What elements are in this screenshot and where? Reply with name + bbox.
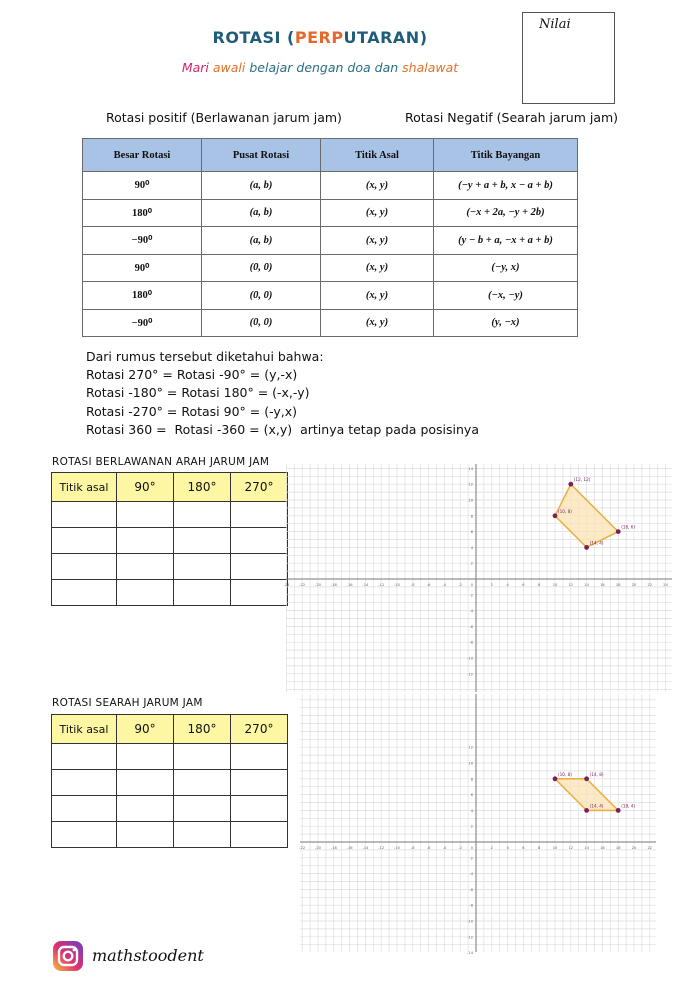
answer-header-cell: 180° (174, 715, 231, 744)
plotted-point (616, 808, 621, 813)
table-row (83, 254, 578, 282)
answer-header-cell: Titik asal (52, 473, 117, 502)
answer-header-cell: 90° (117, 473, 174, 502)
plotted-point (584, 808, 589, 813)
answer-cell[interactable] (52, 554, 117, 580)
notes-block (86, 348, 479, 439)
y-tick-label: 4 (470, 545, 473, 550)
instagram-handle: mathstoodent (92, 946, 204, 965)
y-tick-label: 12 (468, 482, 473, 487)
x-tick-label: 12 (568, 846, 574, 850)
notes-line: Rotasi 270° = Rotasi -90° = (y,-x) (86, 367, 298, 383)
y-tick-label: 2 (470, 824, 473, 829)
header-cell: Pusat Rotasi (202, 139, 321, 172)
x-tick-label: 18 (615, 846, 621, 850)
x-tick-label: -4 (442, 846, 447, 850)
x-tick-label: 16 (600, 846, 605, 850)
point-label: (10, 8) (558, 508, 572, 514)
x-tick-label: -4 (442, 583, 447, 587)
x-tick-label: -10 (394, 846, 400, 850)
x-tick-label: 20 (631, 846, 637, 850)
x-tick-label: 10 (552, 583, 558, 587)
plotted-point (584, 545, 589, 550)
score-label: Nilai (539, 17, 571, 32)
answer-cell[interactable] (117, 502, 174, 528)
x-tick-label: 6 (522, 846, 525, 850)
answer-cell[interactable] (117, 744, 174, 770)
point-label: (12, 12) (573, 477, 591, 483)
subtitle-word-1: Mari (181, 60, 209, 75)
table-cell: (a, b) (202, 172, 321, 200)
x-tick-label: -22 (299, 583, 306, 587)
x-tick-label: 14 (584, 583, 589, 587)
answer-cell[interactable] (174, 822, 231, 848)
x-tick-label: 10 (552, 846, 558, 850)
subtitle-word-3: belajar dengan doa dan (249, 60, 399, 75)
table-cell: (−y + a + b, x − a + b) (434, 172, 578, 200)
answer-cell[interactable] (52, 796, 117, 822)
answer-row[interactable] (52, 502, 288, 528)
answer-cell[interactable] (231, 554, 288, 580)
answer-cell[interactable] (174, 796, 231, 822)
answer-cell[interactable] (174, 528, 231, 554)
table-cell: (x, y) (321, 172, 434, 200)
answer-cell[interactable] (52, 744, 117, 770)
rotation-rules-table (82, 138, 578, 337)
table-cell: (a, b) (202, 199, 321, 227)
x-tick-label: -20 (315, 846, 321, 850)
table-cell: −90⁰ (83, 309, 202, 337)
table-cell: (0, 0) (202, 254, 321, 282)
x-tick-label: -14 (362, 846, 369, 850)
header-cell: Titik Bayangan (434, 139, 578, 172)
answer-cell[interactable] (174, 502, 231, 528)
point-label: (18, 4) (621, 803, 636, 809)
table-cell: 180⁰ (83, 282, 202, 310)
table-cell: (−y, x) (434, 254, 578, 282)
header-cell: Besar Rotasi (83, 139, 202, 172)
answer-header-row (52, 715, 288, 744)
point-label: (10, 8) (558, 771, 572, 777)
table-row (83, 282, 578, 310)
answer-header-cell: 90° (117, 715, 174, 744)
x-tick-label: 6 (522, 583, 525, 587)
y-tick-label: 12 (468, 745, 473, 750)
table-cell: (y − b + a, −x + a + b) (434, 227, 578, 255)
footer (52, 940, 204, 976)
x-tick-label: -20 (315, 583, 321, 587)
y-tick-label: -2 (469, 593, 473, 598)
answer-cell[interactable] (52, 528, 117, 554)
table-cell: (x, y) (321, 254, 434, 282)
origin-label: 0 (470, 583, 473, 587)
x-tick-label: -12 (378, 583, 385, 587)
x-tick-label: -18 (330, 846, 337, 850)
y-tick-label: 6 (470, 793, 473, 798)
table-row (83, 172, 578, 200)
answer-cell[interactable] (174, 770, 231, 796)
y-tick-label: -8 (469, 903, 473, 908)
plotted-point (568, 482, 573, 487)
y-tick-label: 14 (468, 466, 473, 471)
table-row (83, 309, 578, 337)
header-cell: Titik Asal (321, 139, 434, 172)
x-tick-label: 16 (600, 583, 605, 587)
answer-cell[interactable] (117, 580, 174, 606)
x-tick-label: -8 (411, 846, 415, 850)
table-header-row (83, 139, 578, 172)
answer-header-cell: 270° (231, 715, 288, 744)
answer-row[interactable] (52, 580, 288, 606)
answer-header-cell: Titik asal (52, 715, 117, 744)
y-tick-label: -2 (469, 856, 473, 861)
x-tick-label: 2 (490, 846, 493, 850)
answer-cell[interactable] (52, 502, 117, 528)
x-tick-label: 8 (538, 846, 541, 850)
y-tick-label: -12 (467, 672, 473, 677)
x-tick-label: -2 (458, 583, 462, 587)
table-cell: (−x, −y) (434, 282, 578, 310)
section2-answer-table[interactable] (51, 714, 288, 848)
answer-cell[interactable] (231, 770, 288, 796)
subtitle-word-4: shalawat (402, 60, 459, 75)
y-tick-label: -4 (469, 609, 473, 614)
y-tick-label: -6 (469, 624, 473, 629)
section2-title: ROTASI SEARAH JARUM JAM (52, 697, 203, 709)
x-tick-label: -12 (378, 846, 385, 850)
table-row (83, 199, 578, 227)
x-tick-label: -2 (458, 846, 462, 850)
answer-cell[interactable] (117, 554, 174, 580)
subtitle-word-2: awali (212, 60, 246, 75)
y-tick-label: 10 (468, 761, 473, 766)
y-tick-label: -10 (467, 656, 473, 661)
x-tick-label: -14 (362, 583, 369, 587)
answer-row[interactable] (52, 528, 288, 554)
answer-row[interactable] (52, 770, 288, 796)
x-tick-label: 8 (538, 583, 541, 587)
y-tick-label: -12 (467, 935, 473, 940)
table-cell: (x, y) (321, 282, 434, 310)
instagram-icon (52, 940, 84, 972)
x-tick-label: -16 (346, 583, 353, 587)
table-cell: (x, y) (321, 227, 434, 255)
section1-answer-table[interactable] (51, 472, 288, 606)
x-tick-label: -22 (299, 846, 306, 850)
table-row (83, 227, 578, 255)
point-label: (18, 6) (621, 524, 636, 530)
answer-cell[interactable] (52, 770, 117, 796)
table-cell: (0, 0) (202, 282, 321, 310)
x-tick-label: -24 (283, 583, 290, 587)
y-tick-label: -6 (469, 887, 473, 892)
y-tick-label: 6 (470, 530, 473, 535)
answer-cell[interactable] (174, 580, 231, 606)
answer-row[interactable] (52, 744, 288, 770)
table-cell: (−x + 2a, −y + 2b) (434, 199, 578, 227)
x-tick-label: 14 (584, 846, 589, 850)
answer-row[interactable] (52, 796, 288, 822)
x-tick-label: 2 (490, 583, 493, 587)
table-cell: −90⁰ (83, 227, 202, 255)
x-tick-label: 18 (615, 583, 621, 587)
section1-title: ROTASI BERLAWANAN ARAH JARUM JAM (52, 456, 270, 468)
answer-cell[interactable] (231, 796, 288, 822)
y-tick-label: 2 (470, 561, 473, 566)
answer-row[interactable] (52, 822, 288, 848)
answer-cell[interactable] (174, 554, 231, 580)
answer-cell[interactable] (231, 744, 288, 770)
answer-header-cell: 180° (174, 473, 231, 502)
answer-cell[interactable] (52, 822, 117, 848)
x-tick-label: -6 (426, 583, 431, 587)
y-tick-label: 10 (468, 498, 473, 503)
answer-header-cell: 270° (231, 473, 288, 502)
answer-cell[interactable] (231, 528, 288, 554)
answer-cell[interactable] (231, 822, 288, 848)
x-tick-label: 4 (506, 846, 509, 850)
y-tick-label: 8 (470, 514, 473, 519)
x-tick-label: -6 (426, 846, 431, 850)
notes-line: Rotasi 360 = Rotasi -360 = (x,y) artinya tetap pada posisinya (86, 421, 479, 437)
x-tick-label: 20 (631, 583, 637, 587)
answer-cell[interactable] (117, 796, 174, 822)
table-cell: (0, 0) (202, 309, 321, 337)
plotted-point (553, 513, 558, 518)
answer-cell[interactable] (117, 528, 174, 554)
title-part-3: UTARAN) (343, 28, 428, 47)
point-label: (14, 4) (589, 540, 604, 546)
grid-lines (300, 694, 656, 952)
answer-cell[interactable] (117, 770, 174, 796)
answer-header-row (52, 473, 288, 502)
answer-cell[interactable] (174, 744, 231, 770)
y-tick-label: -8 (469, 640, 473, 645)
notes-intro: Dari rumus tersebut diketahui bahwa: (86, 349, 324, 364)
positive-rotation-label: Rotasi positif (Berlawanan jarum jam) (106, 110, 342, 125)
notes-line: Rotasi -270° = Rotasi 90° = (-y,x) (86, 403, 298, 419)
answer-cell[interactable] (231, 580, 288, 606)
table-cell: (x, y) (321, 309, 434, 337)
x-tick-label: 12 (568, 583, 574, 587)
origin-label: 0 (470, 846, 473, 850)
section2-coordinate-grid[interactable] (299, 694, 656, 956)
table-cell: (y, −x) (434, 309, 578, 337)
plotted-point (616, 529, 621, 534)
y-tick-label: -14 (467, 951, 473, 956)
x-tick-label: 24 (663, 583, 668, 587)
point-label: (14, 8) (589, 771, 604, 777)
answer-row[interactable] (52, 554, 288, 580)
y-tick-label: -10 (467, 919, 473, 924)
x-tick-label: 22 (647, 846, 653, 850)
y-tick-label: 8 (470, 777, 473, 782)
point-label: (14, 4) (589, 803, 604, 809)
grid-lines (286, 464, 672, 692)
section1-coordinate-grid[interactable] (283, 464, 672, 692)
table-cell: (a, b) (202, 227, 321, 255)
negative-rotation-label: Rotasi Negatif (Searah jarum jam) (405, 110, 619, 125)
notes-line: Rotasi -180° = Rotasi 180° = (-x,-y) (86, 385, 310, 401)
answer-cell[interactable] (117, 822, 174, 848)
answer-cell[interactable] (52, 580, 117, 606)
table-cell: 90⁰ (83, 254, 202, 282)
table-cell: 180⁰ (83, 199, 202, 227)
x-tick-label: 4 (506, 583, 509, 587)
plotted-point (553, 776, 558, 781)
table-cell: 90⁰ (83, 172, 202, 200)
x-tick-label: -16 (346, 846, 353, 850)
title-part-1: ROTASI ( (212, 28, 295, 47)
x-tick-label: -10 (394, 583, 400, 587)
plotted-point (584, 776, 589, 781)
answer-cell[interactable] (231, 502, 288, 528)
x-tick-label: 22 (647, 583, 653, 587)
x-tick-label: -18 (330, 583, 337, 587)
y-tick-label: 4 (470, 808, 473, 813)
x-tick-label: -8 (411, 583, 415, 587)
table-cell: (x, y) (321, 199, 434, 227)
y-tick-label: -4 (469, 872, 473, 877)
score-box[interactable] (522, 12, 615, 104)
title-part-2: PERP (294, 28, 344, 47)
